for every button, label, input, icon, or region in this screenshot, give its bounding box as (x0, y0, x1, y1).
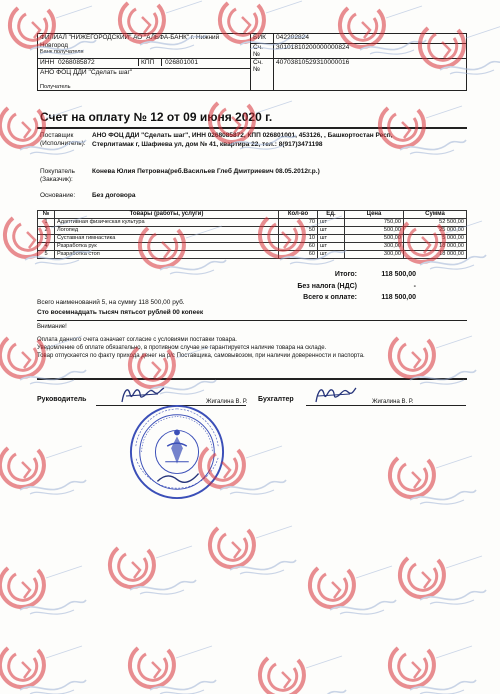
row-unit: шт (318, 235, 345, 243)
inn-label: ИНН (40, 59, 55, 66)
corr-acc-label: Сч. № (251, 44, 274, 59)
table-row (38, 251, 467, 259)
watermark-logo (380, 450, 480, 510)
notice-line: Оплата данного счета означает согласие с условиями поставки товара. (37, 337, 237, 343)
notice-line: Уведомление об оплате обязательно, в противном случае не гарантируется наличие товара на складе. (37, 345, 327, 351)
watermark-logo (100, 540, 200, 600)
row-price: 500,00 (345, 235, 404, 243)
row-name: Разработка стоп (55, 251, 279, 259)
watermark-logo (390, 550, 490, 610)
recipient-name: АНО ФОЦ ДДИ "Сделать шаг" (38, 69, 251, 79)
watermark-logo (0, 100, 90, 160)
corr-acc-value: 30101810200000000824 (274, 44, 467, 59)
buyer-label: Покупатель (Заказчик): (40, 168, 75, 183)
row-name: Разработка рук (55, 243, 279, 251)
summary-divider (37, 320, 467, 321)
row-qty: 50 (279, 227, 318, 235)
col-sum-header: Сумма (404, 211, 467, 219)
row-sum: 52 500,00 (404, 219, 467, 227)
col-name-header: Товары (работы, услуги) (55, 211, 279, 219)
kpp-label: КПП (138, 59, 161, 66)
bank-name: ФИЛИАЛ "НИЖЕГОРОДСКИЙ" АО "АЛЬФА-БАНК" г. Нижний Новгород (40, 34, 220, 49)
row-unit: шт (318, 219, 345, 227)
row-name: Суставная гимнастика (55, 235, 279, 243)
watermark-logo (120, 640, 220, 694)
invoice-title: Счет на оплату № 12 от 09 июня 2020 г. (40, 110, 273, 124)
recipient-label: Получатель (38, 78, 251, 91)
row-price: 750,00 (345, 219, 404, 227)
watermark-logo (370, 100, 470, 160)
bank-name-cell (38, 34, 251, 50)
goods-table (37, 210, 467, 259)
row-number: 1 (38, 219, 55, 227)
pay-label: Всего к оплате: (303, 294, 357, 301)
vat-value: - (413, 283, 416, 290)
row-name: Адаптивная физическая культура (55, 219, 279, 227)
col-number-header: № (38, 211, 55, 219)
row-sum: 18 000,00 (404, 251, 467, 259)
vat-label: Без налога (НДС) (297, 283, 357, 290)
kpp-value: 026801001 (161, 59, 250, 66)
watermark-logo (300, 560, 400, 620)
row-number: 4 (38, 243, 55, 251)
notice-line: Товар отпускается по факту прихода денег на р/с Поставщика, самовывозом, при наличии доверенности и паспорта. (37, 353, 365, 359)
head-label: Руководитель (37, 396, 87, 403)
accountant-name: Жигалина В. Р. (372, 399, 414, 405)
head-name: Жигалина В. Р. (206, 399, 248, 405)
row-price: 500,00 (345, 227, 404, 235)
row-name: Логопед (55, 227, 279, 235)
table-row (38, 219, 467, 227)
accountant-label: Бухгалтер (258, 396, 294, 403)
goods-header-row (38, 211, 467, 219)
row-sum: 5 000,00 (404, 235, 467, 243)
amount-in-words: Сто восемнадцать тысяч пятьсот рублей 00 копеек (37, 309, 204, 316)
total-value: 118 500,00 (381, 271, 416, 278)
table-row (38, 243, 467, 251)
row-number: 3 (38, 235, 55, 243)
row-unit: шт (318, 227, 345, 235)
row-unit: шт (318, 243, 345, 251)
watermark-logo (0, 560, 90, 620)
row-qty: 10 (279, 235, 318, 243)
row-qty: 60 (279, 251, 318, 259)
watermark-logo (0, 440, 90, 500)
buyer-value: Конева Юлия Петровна(реб.Васильев Глеб Дмитриевич 08.05.2012г.р.) (92, 168, 320, 175)
row-number: 5 (38, 251, 55, 259)
supplier-label: Поставщик (Исполнитель): (40, 132, 86, 147)
table-row (38, 235, 467, 243)
watermark-logo (380, 640, 480, 694)
row-sum: 25 000,00 (404, 227, 467, 235)
watermark-logo (0, 640, 90, 694)
col-qty-header: Кол-во (279, 211, 318, 219)
col-unit-header: Ед. (318, 211, 345, 219)
row-number: 2 (38, 227, 55, 235)
table-row (38, 227, 467, 235)
items-count-line: Всего наименований 5, на сумму 118 500,00 руб. (37, 299, 185, 306)
bik-label: БИК (251, 34, 274, 44)
account-label: Сч. № (251, 59, 274, 91)
supplier-value: АНО ФОЦ ДДИ "Сделать шаг", ИНН 0268085872, КПП 026801001, 453126, , Башкортостан Респ, Стерлитамак г, Шафиева ул, дом № 41, квартира 22, тел.: 8(917)3471198 (92, 132, 393, 148)
pay-value: 118 500,00 (381, 294, 416, 301)
row-sum: 18 000,00 (404, 243, 467, 251)
notice-lines (37, 336, 457, 360)
total-label: Итого: (334, 271, 357, 278)
row-qty: 70 (279, 219, 318, 227)
bik-value: 042202824 (274, 34, 467, 44)
basis-value: Без договора (92, 192, 136, 199)
recipient-bank-label: Банк получателя (38, 49, 251, 59)
row-price: 300,00 (345, 251, 404, 259)
notice-divider (37, 378, 467, 380)
title-underline (37, 127, 467, 129)
accountant-signature (312, 384, 358, 406)
inn-kpp-cell (38, 59, 251, 69)
bank-details-table (37, 33, 467, 91)
notice-title: Внимание! (37, 324, 67, 330)
account-value: 40703810529310000016 (274, 59, 467, 91)
row-unit: шт (318, 251, 345, 259)
organization-seal (128, 403, 226, 501)
row-price: 300,00 (345, 243, 404, 251)
inn-value: 0268085872 (58, 59, 95, 66)
basis-label: Основание: (40, 192, 76, 199)
col-price-header: Цена (345, 211, 404, 219)
row-qty: 60 (279, 243, 318, 251)
watermark-logo (250, 650, 350, 694)
watermark-logo (200, 520, 300, 580)
